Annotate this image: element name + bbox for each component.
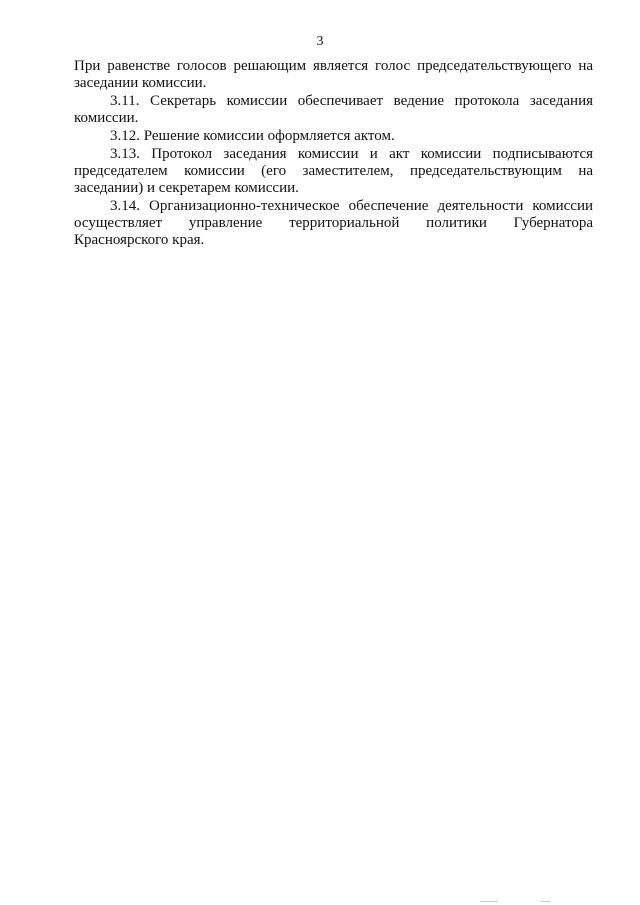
document-body bbox=[74, 58, 593, 249]
paragraph-3-14: 3.14. Организационно-техническое обеспечение деятельности комиссии осуществляет управление территориальной политики Губернатора Красноярского края. bbox=[74, 198, 593, 248]
paragraph-3-12: 3.12. Решение комиссии оформляется актом. bbox=[110, 128, 395, 144]
scan-artifact bbox=[480, 901, 498, 902]
paragraph-3-11: 3.11. Секретарь комиссии обеспечивает ведение протокола заседания комиссии. bbox=[74, 93, 593, 126]
page-number: 3 bbox=[316, 34, 324, 49]
scan-artifact bbox=[540, 901, 550, 902]
paragraph-voting-tie: При равенстве голосов решающим является голос председательствующего на заседании комиссии. bbox=[74, 58, 593, 91]
paragraph-3-13: 3.13. Протокол заседания комиссии и акт комиссии подписываются председателем комиссии (его заместителем, председательствующим на заседании) и секретарем комиссии. bbox=[74, 146, 593, 196]
